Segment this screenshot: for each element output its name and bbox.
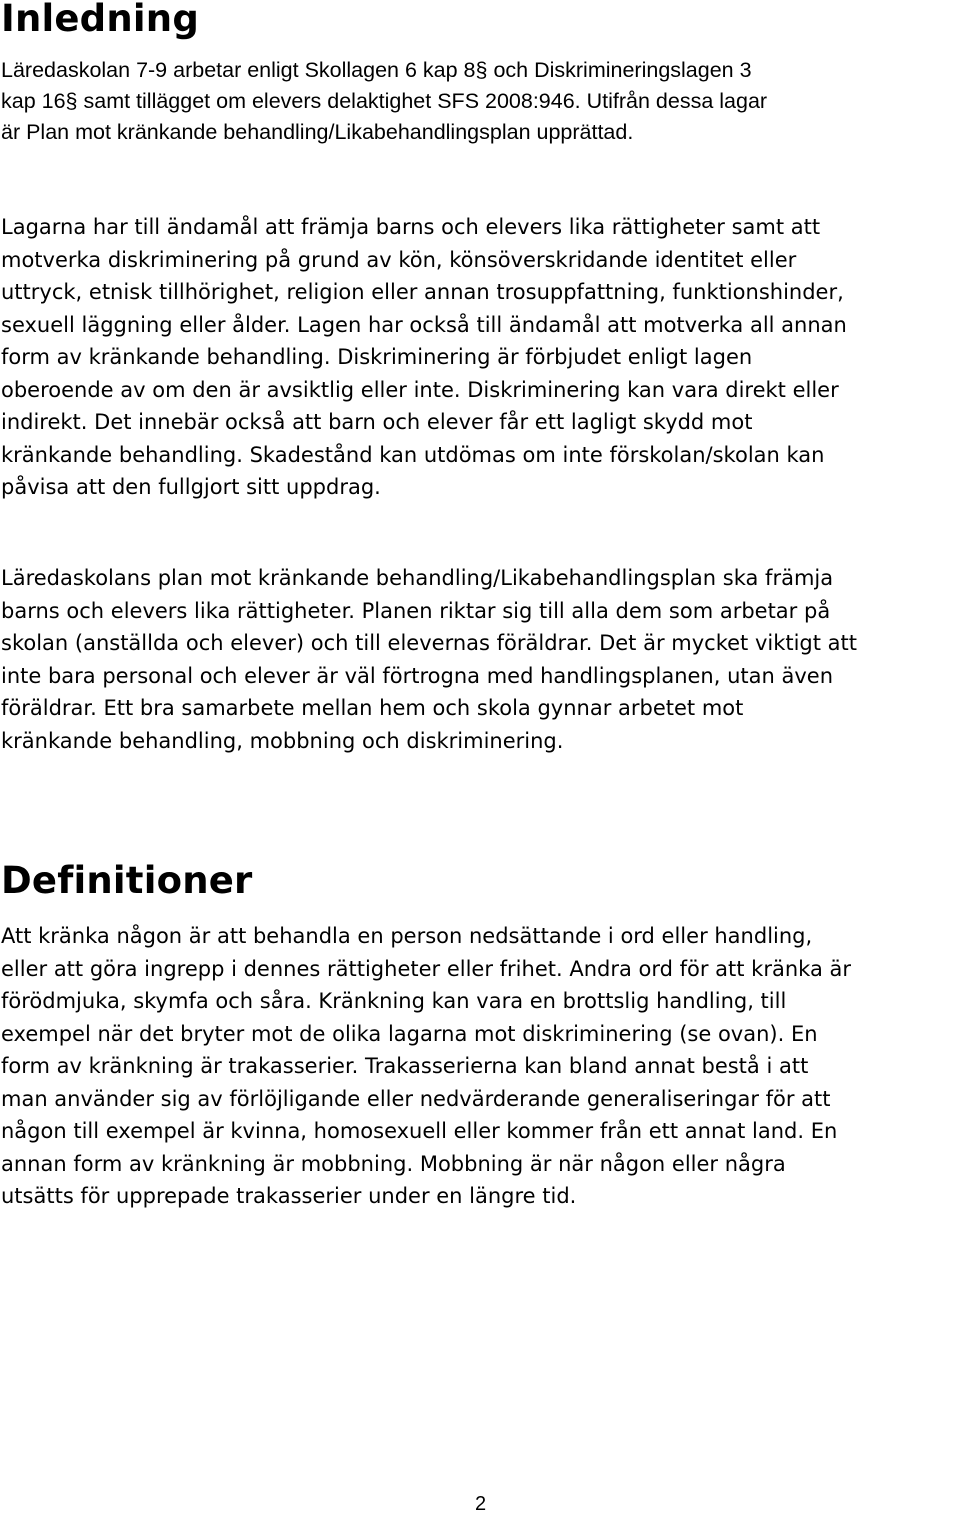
paragraph-law-purpose <box>1 211 960 504</box>
text-line: man använder sig av förlöjligande eller nedvärderande generaliseringar för att <box>1 1086 831 1111</box>
section-heading-definitioner: Definitioner <box>1 859 253 902</box>
section-heading-inledning: Inledning <box>1 0 200 40</box>
text-line: motverka diskriminering på grund av kön, könsöverskridande identitet eller <box>1 247 797 272</box>
text-line: påvisa att den fullgjort sitt uppdrag. <box>1 475 381 499</box>
page-number: 2 <box>475 1493 487 1515</box>
text-line: Läredaskolan 7-9 arbetar enligt Skollagen 6 kap 8§ och Diskrimineringslagen 3 <box>1 58 752 82</box>
text-line: föräldrar. Ett bra samarbete mellan hem och skola gynnar arbetet mot <box>1 696 744 720</box>
text-line: form av kränkande behandling. Diskriminering är förbjudet enligt lagen <box>1 345 753 369</box>
text-line: sexuell läggning eller ålder. Lagen har också till ändamål att motverka all annan <box>1 312 847 337</box>
text-line: oberoende av om den är avsiktlig eller inte. Diskriminering kan vara direkt eller <box>1 377 839 402</box>
text-line: uttryck, etnisk tillhörighet, religion eller annan trosuppfattning, funktionshinder, <box>1 280 844 304</box>
paragraph-definitions <box>1 920 960 1213</box>
text-line: annan form av kränkning är mobbning. Mobbning är när någon eller några <box>1 1151 786 1176</box>
text-line: kränkande behandling. Skadestånd kan utdömas om inte förskolan/skolan kan <box>1 442 825 467</box>
text-line: någon till exempel är kvinna, homosexuell eller kommer från ett annat land. En <box>1 1119 838 1143</box>
text-line: skolan (anställda och elever) och till elevernas föräldrar. Det är mycket viktigt att <box>1 631 858 655</box>
text-line: Lagarna har till ändamål att främja barns och elevers lika rättigheter samt att <box>1 215 821 239</box>
text-line: indirekt. Det innebär också att barn och elever får ett lagligt skydd mot <box>1 410 753 434</box>
text-line: inte bara personal och elever är väl förtrogna med handlingsplanen, utan även <box>1 663 834 688</box>
text-line: kränkande behandling, mobbning och diskriminering. <box>1 728 564 753</box>
text-line: kap 16§ samt tillägget om elevers delaktighet SFS 2008:946. Utifrån dessa lagar <box>1 89 768 113</box>
paragraph-legal-basis <box>1 55 960 148</box>
text-line: eller att göra ingrepp i dennes rättigheter eller frihet. Andra ord för att kränka är <box>1 956 851 981</box>
text-line: Läredaskolans plan mot kränkande behandling/Likabehandlingsplan ska främja <box>1 566 834 590</box>
text-line: förödmjuka, skymfa och såra. Kränkning kan vara en brottslig handling, till <box>1 989 787 1013</box>
text-line: barns och elevers lika rättigheter. Planen riktar sig till alla dem som arbetar på <box>1 598 831 623</box>
text-line: utsätts för upprepade trakasserier under en längre tid. <box>1 1184 577 1208</box>
paragraph-plan-purpose <box>1 562 960 757</box>
text-line: Att kränka någon är att behandla en person nedsättande i ord eller handling, <box>1 924 813 948</box>
text-line: är Plan mot kränkande behandling/Likabehandlingsplan upprättad. <box>1 120 634 144</box>
text-line: exempel när det bryter mot de olika lagarna mot diskriminering (se ovan). En <box>1 1021 818 1046</box>
text-line: form av kränkning är trakasserier. Trakasserierna kan bland annat bestå i att <box>1 1054 809 1078</box>
